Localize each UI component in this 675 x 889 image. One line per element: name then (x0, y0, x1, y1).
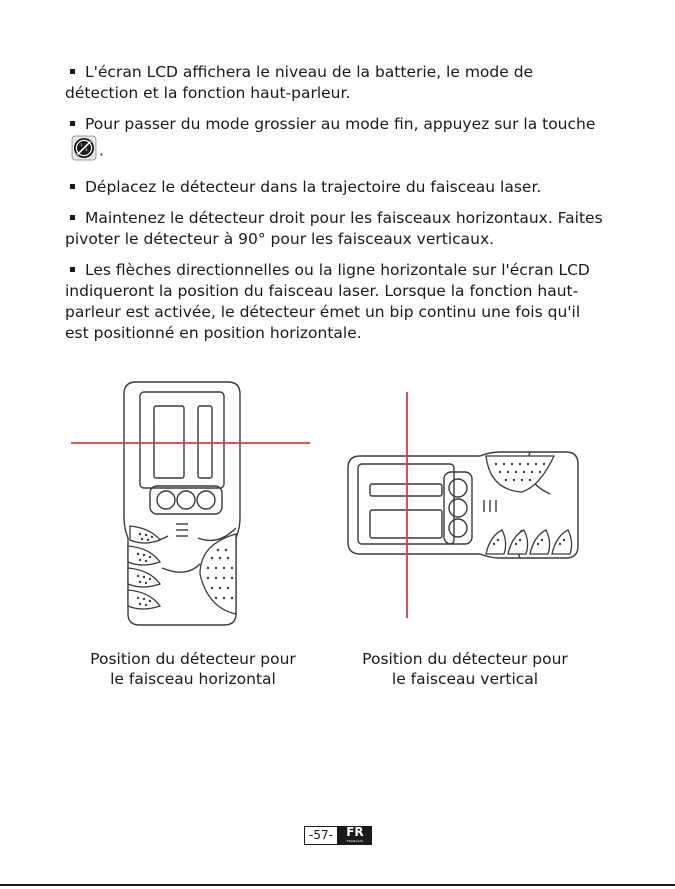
bottom-divider (0, 884, 675, 886)
page-number: -57- (304, 826, 338, 845)
instruction-item: L'écran LCD affichera le niveau de la batterie, le mode de détection et la fonction haut-parleur. (65, 63, 534, 102)
language-subtext: FRANÇAIS (346, 839, 364, 843)
instruction-item: Pour passer du mode grossier au mode fin, appuyez sur la touche ¹ ² . (65, 114, 605, 167)
instructions-list (65, 62, 605, 354)
button-panel (444, 472, 472, 544)
bullet-icon (70, 267, 75, 272)
page-footer (304, 826, 372, 845)
detector-screen (358, 464, 454, 544)
bullet-icon (70, 184, 75, 189)
vertical-detector-figure (340, 390, 590, 620)
instruction-item: Maintenez le détecteur droit pour les faisceaux horizontaux. Faites pivoter le détecteur à 90° pour les faisceaux verticaux. (65, 209, 603, 248)
language-code: FR (346, 825, 364, 839)
horizontal-figure-caption: Position du détecteur pour le faisceau horizontal (90, 650, 296, 688)
instruction-item: Les flèches directionnelles ou la ligne horizontale sur l'écran LCD indiqueront la position du faisceau laser. Lorsque la fonction haut-parleur est activée, le détecteur émet un bip continu une fois qu'il est positionné en position horizontale. (65, 261, 590, 342)
horizontal-detector-figure (68, 378, 318, 628)
instruction-item: Déplacez le détecteur dans la trajectoire du faisceau laser. (65, 177, 605, 198)
svg-text:²: ² (85, 148, 88, 155)
fine-coarse-mode-icon (71, 135, 97, 167)
bullet-icon (70, 69, 75, 74)
button-panel (150, 486, 222, 514)
language-badge (338, 826, 372, 845)
vertical-figure-caption: Position du détecteur pour le faisceau vertical (362, 650, 568, 688)
svg-text:¹: ¹ (80, 143, 83, 150)
bullet-icon (70, 215, 75, 220)
bullet-icon (70, 121, 75, 126)
